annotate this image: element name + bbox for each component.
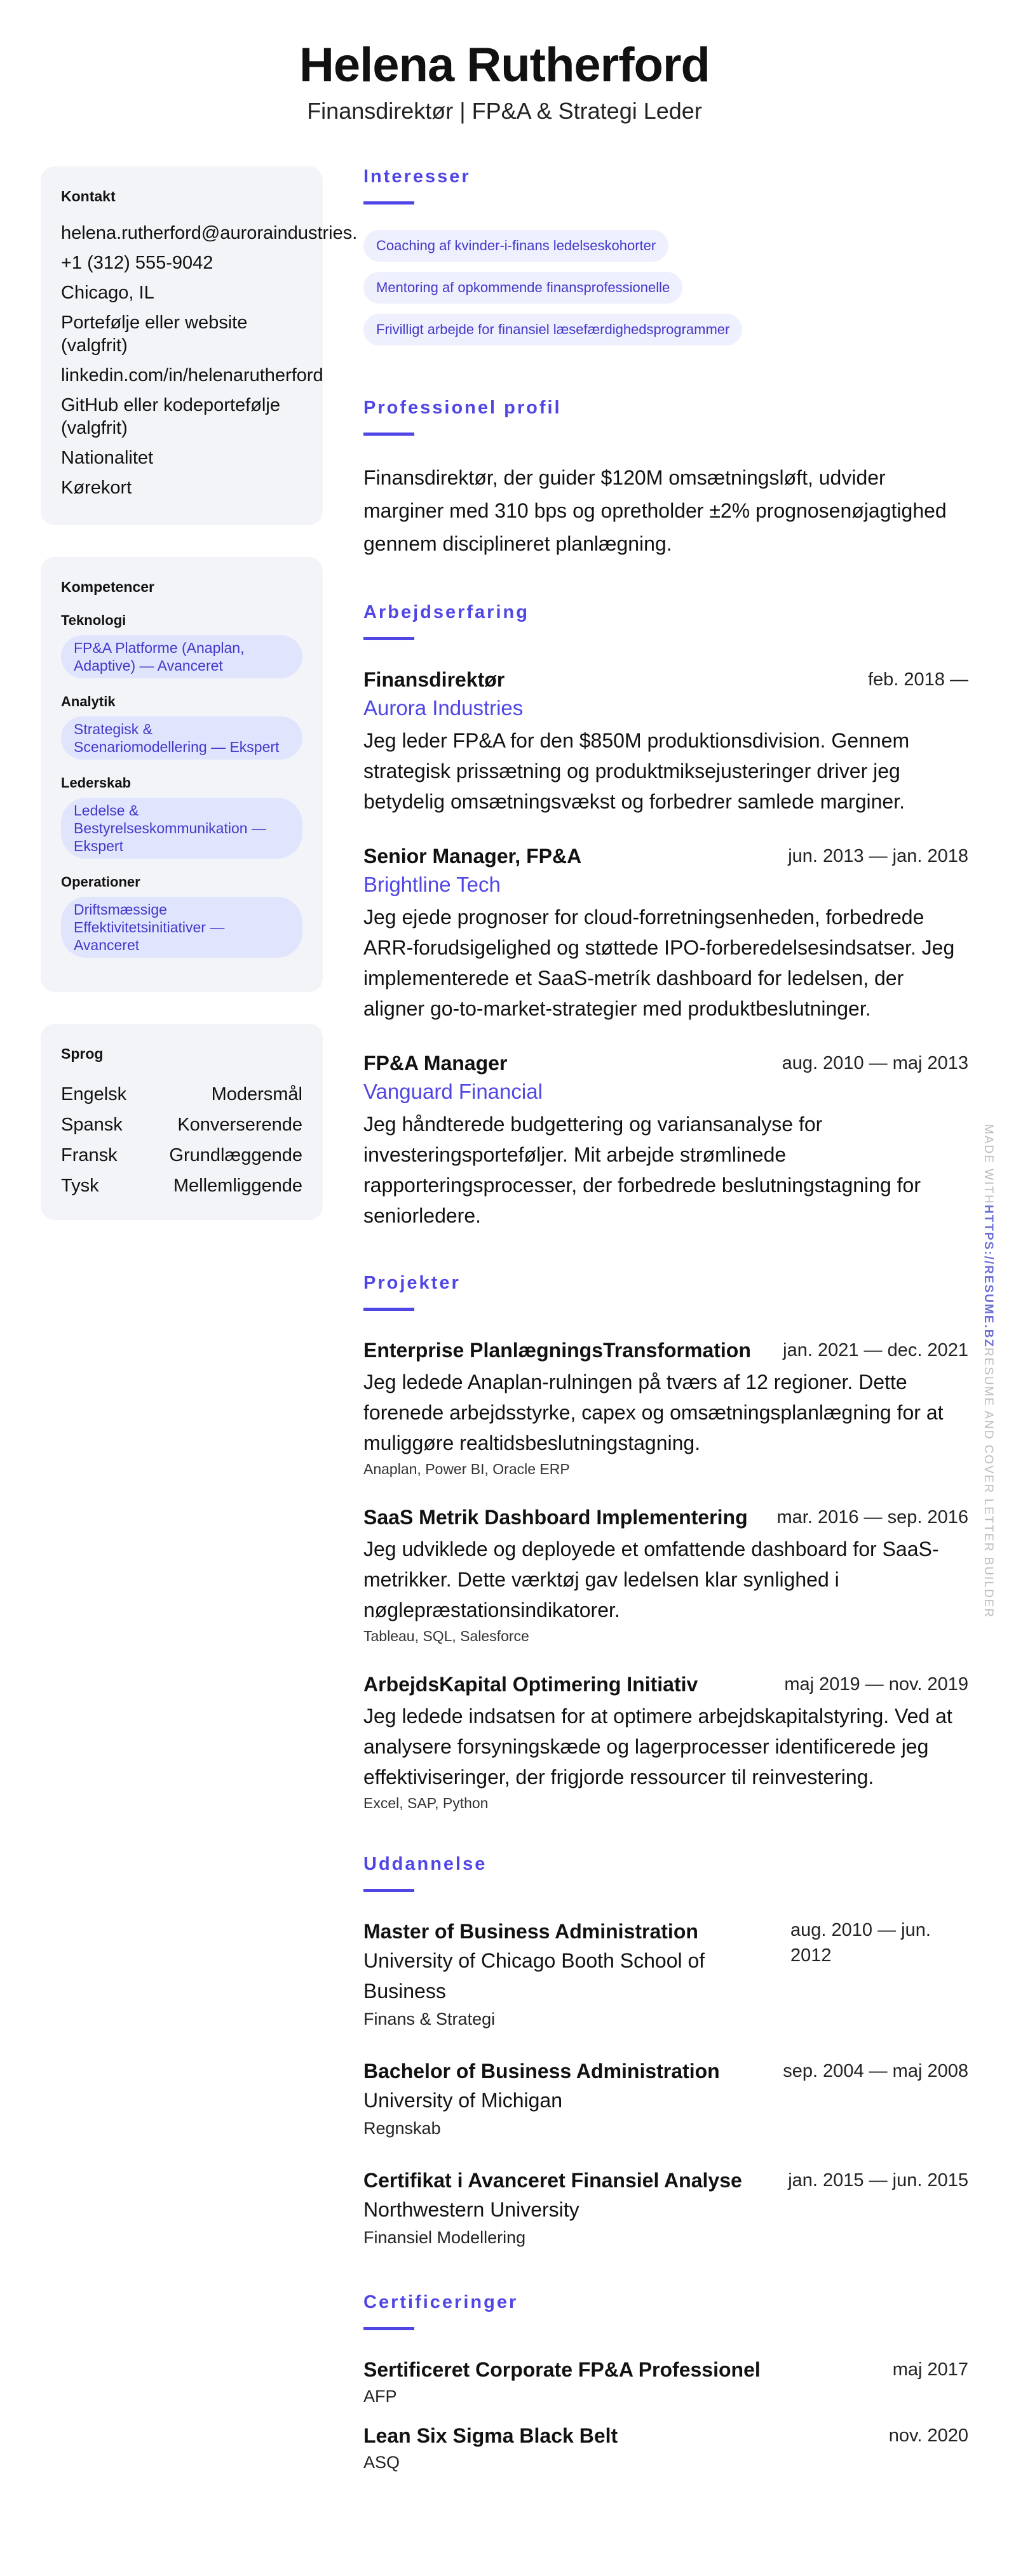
contact-linkedin[interactable]: linkedin.com/in/helenarutherford [61, 365, 323, 386]
profile-text: Finansdirektør, der guider $120M omsætningsløft, udvider marginer med 310 bps og opretholder ±2% prognosenøjagtighed gennem disciplineret planlægning. [363, 466, 947, 555]
interests-section [363, 166, 968, 356]
job-description: Jeg leder FP&A for den $850M produktionsdivision. Gennem strategisk prissætning og produktmiksejusteringer driver jeg betydelig omsætningsvækst og forbedrer samlede marginer. [363, 729, 910, 813]
contact-portfolio: Portefølje eller website (valgfrit) [61, 312, 248, 356]
job-title: Senior Manager, FP&A [363, 845, 582, 868]
experience-item [363, 842, 968, 1024]
section-divider [363, 637, 414, 640]
section-heading: Uddannelse [363, 1854, 487, 1874]
certification-issuer: ASQ [363, 2453, 400, 2472]
experience-section [363, 602, 968, 1231]
contact-phone: +1 (312) 555-9042 [61, 253, 213, 273]
contact-location: Chicago, IL [61, 283, 154, 303]
certification-item [363, 2422, 968, 2475]
language-level: Modersmål [211, 1084, 302, 1104]
job-dates: feb. 2018 — [868, 669, 968, 690]
language-row [61, 1171, 302, 1201]
project-item [363, 1503, 968, 1645]
profile-section [363, 398, 968, 560]
skill-group-name: Analytik [61, 694, 116, 709]
skill-group-name: Teknologi [61, 612, 126, 628]
language-name: Spansk [61, 1115, 123, 1135]
resume-header [0, 0, 1009, 124]
skill-pill: Ledelse & Bestyrelseskommunikation — Ekspert [61, 798, 302, 859]
company-name: Aurora Industries [363, 696, 524, 720]
section-heading: Certificeringer [363, 2292, 518, 2312]
school-name: University of Chicago Booth School of Business [363, 1949, 705, 2002]
section-divider [363, 1308, 414, 1311]
project-tech: Tableau, SQL, Salesforce [363, 1628, 529, 1644]
skill-pill: FP&A Platforme (Anaplan, Adaptive) — Avanceret [61, 635, 302, 678]
language-row [61, 1140, 302, 1171]
education-dates: jan. 2015 — jun. 2015 [788, 2170, 968, 2190]
job-description: Jeg ejede prognoser for cloud-forretningsenheden, forbedrede ARR-forudsigelighed og støttede IPO-forberedelsesindsatser. Jeg implementerede et SaaS-metrík dashboard for ledelsen, der aligner go-to-market-strategier med produktbeslutninger. [363, 906, 955, 1020]
watermark [981, 1124, 995, 1618]
job-title: FP&A Manager [363, 1052, 508, 1075]
school-name: Northwestern University [363, 2198, 579, 2221]
certification-issuer: AFP [363, 2387, 397, 2406]
section-heading: Professionel profil [363, 398, 562, 418]
certification-date: nov. 2020 [888, 2425, 968, 2446]
sidebar [41, 166, 358, 1252]
section-heading: Arbejdserfaring [363, 602, 529, 622]
contact-nationality: Nationalitet [61, 448, 154, 468]
project-tech: Excel, SAP, Python [363, 1795, 489, 1811]
contact-license: Kørekort [61, 478, 132, 498]
project-item [363, 1336, 968, 1478]
section-heading: Interesser [363, 166, 471, 187]
section-divider [363, 2327, 414, 2330]
field-of-study: Regnskab [363, 2119, 441, 2138]
language-row [61, 1079, 302, 1110]
job-dates: jun. 2013 — jan. 2018 [788, 846, 968, 866]
skills-card [41, 557, 323, 992]
job-description: Jeg håndterede budgettering og variansanalyse for investeringsporteføljer. Mit arbejde strømlinede rapporteringsprocesser, der forbedrede beslutningstagning for seniorledere. [363, 1113, 921, 1227]
language-level: Mellemliggende [173, 1176, 302, 1196]
contact-github: GitHub eller kodeportefølje (valgfrit) [61, 395, 280, 438]
languages-card [41, 1024, 323, 1220]
language-level: Konverserende [177, 1115, 302, 1135]
school-name: University of Michigan [363, 2089, 562, 2112]
project-name: SaaS Metrik Dashboard Implementering [363, 1506, 748, 1529]
education-dates: aug. 2010 — jun. 2012 [790, 1920, 931, 1966]
degree-name: Certifikat i Avanceret Finansiel Analyse [363, 2169, 742, 2192]
language-level: Grundlæggende [169, 1145, 302, 1165]
interest-pill: Coaching af kvinder-i-finans ledelseskohorter [363, 230, 668, 262]
education-section [363, 1854, 968, 2250]
job-dates: aug. 2010 — maj 2013 [782, 1053, 968, 1073]
skill-group-name: Lederskab [61, 775, 132, 791]
degree-name: Bachelor of Business Administration [363, 2060, 720, 2083]
projects-section [363, 1273, 968, 1812]
project-description: Jeg ledede indsatsen for at optimere arbejdskapitalstyring. Ved at analysere forsyningskæde og lagerprocesser identificerede jeg effektiviseringer, der frigjorde ressourcer til reinvestering. [363, 1705, 952, 1788]
project-item [363, 1670, 968, 1812]
job-title: Finansdirektør [363, 668, 505, 691]
language-name: Tysk [61, 1176, 99, 1196]
skill-group-name: Operationer [61, 874, 140, 890]
experience-item [363, 1049, 968, 1231]
education-dates: sep. 2004 — maj 2008 [783, 2061, 968, 2081]
candidate-name: Helena Rutherford [299, 38, 710, 92]
candidate-title: Finansdirektør | FP&A & Strategi Leder [307, 98, 702, 124]
watermark-link[interactable]: HTTPS://RESUME.BZ [982, 1204, 995, 1348]
contact-heading: Kontakt [61, 188, 116, 205]
skills-heading: Kompetencer [61, 579, 154, 595]
company-name: Brightline Tech [363, 873, 501, 896]
field-of-study: Finansiel Modellering [363, 2228, 526, 2247]
experience-item [363, 666, 968, 817]
skill-pill: Driftsmæssige Effektivitetsinitiativer — Avanceret [61, 897, 302, 958]
language-row [61, 1110, 302, 1140]
skill-pill: Strategisk & Scenariomodellering — Ekspert [61, 716, 302, 760]
contact-email[interactable]: helena.rutherford@auroraindustries. [61, 223, 358, 243]
degree-name: Master of Business Administration [363, 1920, 698, 1943]
project-name: Enterprise PlanlægningsTransformation [363, 1339, 751, 1362]
education-item [363, 2057, 968, 2141]
main-content [363, 166, 968, 2517]
project-description: Jeg ledede Anaplan-rulningen på tværs af 12 regioner. Dette forenede arbejdsstyrke, capex og omsætningsplanlægning for at muliggøre realtidsbeslutningstagning. [363, 1371, 944, 1454]
contact-card [41, 166, 358, 525]
interest-pill: Mentoring af opkommende finansprofessionelle [363, 272, 682, 304]
interest-pill: Frivilligt arbejde for finansiel læsefærdighedsprogrammer [363, 314, 742, 345]
project-name: ArbejdsKapital Optimering Initiativ [363, 1673, 698, 1696]
section-divider [363, 433, 414, 436]
certification-date: maj 2017 [892, 2359, 968, 2380]
education-item [363, 2166, 968, 2250]
watermark-prefix: MADE WITH [982, 1124, 995, 1205]
certification-item [363, 2356, 968, 2409]
education-item [363, 1917, 968, 2032]
project-description: Jeg udviklede og deployede et omfattende dashboard for SaaS-metrikker. Dette værktøj gav ledelsen klar synlighed i nøglepræstationsindikatorer. [363, 1538, 939, 1621]
section-divider [363, 1889, 414, 1892]
certification-name: Sertificeret Corporate FP&A Professionel [363, 2358, 761, 2381]
project-dates: maj 2019 — nov. 2019 [784, 1674, 968, 1694]
project-dates: mar. 2016 — sep. 2016 [776, 1507, 968, 1527]
field-of-study: Finans & Strategi [363, 2009, 496, 2029]
language-name: Fransk [61, 1145, 118, 1165]
certifications-section [363, 2292, 968, 2475]
section-heading: Projekter [363, 1273, 461, 1293]
languages-heading: Sprog [61, 1045, 104, 1062]
watermark-suffix: RESUME AND COVER LETTER BUILDER [982, 1347, 995, 1619]
project-tech: Anaplan, Power BI, Oracle ERP [363, 1461, 570, 1477]
company-name: Vanguard Financial [363, 1080, 543, 1103]
project-dates: jan. 2021 — dec. 2021 [783, 1340, 968, 1360]
language-name: Engelsk [61, 1084, 127, 1104]
section-divider [363, 201, 414, 205]
certification-name: Lean Six Sigma Black Belt [363, 2424, 618, 2447]
